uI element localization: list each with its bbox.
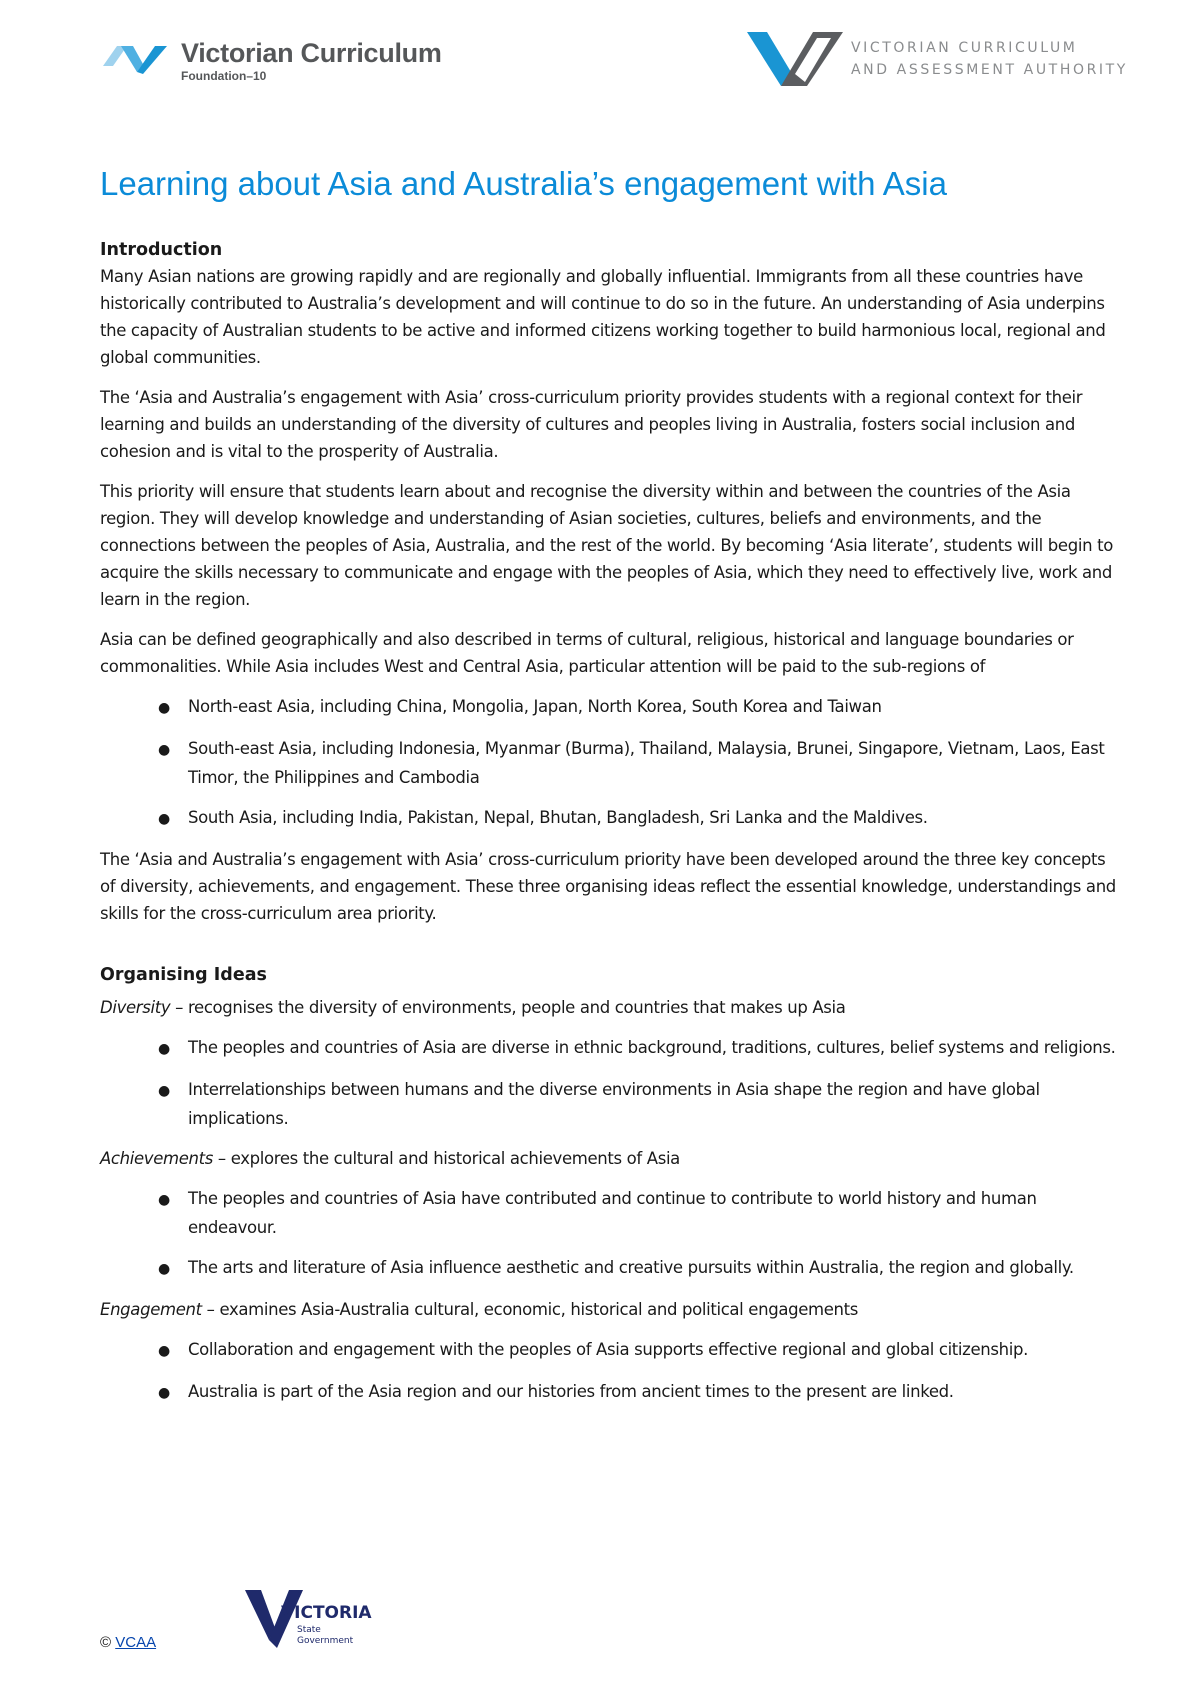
list-item xyxy=(158,804,1120,833)
vcaa-logo-line-2: AND ASSESSMENT AUTHORITY xyxy=(851,62,1128,78)
vic-logo-sub2: Government xyxy=(297,1636,354,1646)
engagement-term: Engagement xyxy=(100,1300,202,1319)
achievements-lead xyxy=(100,1145,1120,1172)
bullet-icon: ● xyxy=(158,1192,170,1208)
diversity-item-text: The peoples and countries of Asia are diverse in ethnic background, traditions, cultures, belief systems and religions. xyxy=(188,1038,1116,1057)
list-item xyxy=(158,735,1120,791)
list-item xyxy=(158,1254,1120,1283)
vcaa-link[interactable]: VCAA xyxy=(115,1634,157,1651)
engagement-item-text: Australia is part of the Asia region and our histories from ancient times to the present are linked. xyxy=(188,1382,954,1401)
list-item xyxy=(158,1034,1120,1063)
intro-paragraph: This priority will ensure that students learn about and recognise the diversity within and between the countries of the Asia region. They will develop knowledge and understanding of Asian societies, cultures, beliefs and environments, and the connections between the peoples of Asia, Australia, and the rest of the world. By becoming ‘Asia literate’, students will begin to acquire the skills necessary to communicate and engage with the peoples of Asia, which they need to effectively live, work and learn in the region. xyxy=(100,482,1113,609)
achievements-description: – explores the cultural and historical achievements of Asia xyxy=(213,1149,680,1168)
page-footer xyxy=(100,1588,500,1668)
introduction-heading: Introduction xyxy=(100,240,223,260)
list-item xyxy=(158,693,1120,722)
victorian-curriculum-logo xyxy=(103,38,442,83)
document-body xyxy=(100,165,1120,1420)
engagement-lead xyxy=(100,1296,1120,1323)
page-title: Learning about Asia and Australia’s engagement with Asia xyxy=(100,165,947,202)
subregion-text: South-east Asia, including Indonesia, Myanmar (Burma), Thailand, Malaysia, Brunei, Singapore, Vietnam, Laos, East Timor, the Philippines and Cambodia xyxy=(188,739,1105,787)
intro-paragraph: The ‘Asia and Australia’s engagement with Asia’ cross-curriculum priority provides students with a regional context for their learning and builds an understanding of the diversity of cultures and peoples living in Australia, fosters social inclusion and cohesion and is vital to the prosperity of Australia. xyxy=(100,388,1083,461)
list-item xyxy=(158,1185,1120,1241)
vic-logo-word: VICTORIA xyxy=(281,1603,372,1623)
diversity-item-text: Interrelationships between humans and the diverse environments in Asia shape the region and have global implications. xyxy=(188,1080,1040,1128)
achievements-item-text: The peoples and countries of Asia have contributed and continue to contribute to world history and human endeavour. xyxy=(188,1189,1037,1237)
vc-logo-subtitle: Foundation–10 xyxy=(181,69,267,83)
bullet-icon: ● xyxy=(158,1261,170,1277)
page-header xyxy=(0,0,1200,120)
bullet-icon: ● xyxy=(158,811,170,827)
vcaa-logo xyxy=(745,28,1128,90)
list-item xyxy=(158,1336,1120,1365)
engagement-list xyxy=(100,1336,1120,1407)
achievements-term: Achievements xyxy=(100,1149,214,1168)
bullet-icon: ● xyxy=(158,1041,170,1057)
diversity-list xyxy=(100,1034,1120,1132)
list-item xyxy=(158,1378,1120,1407)
bullet-icon: ● xyxy=(158,1385,170,1401)
subregion-text: North-east Asia, including China, Mongolia, Japan, North Korea, South Korea and Taiwan xyxy=(188,697,882,716)
copyright-symbol: © xyxy=(100,1634,112,1651)
vc-logo-title: Victorian Curriculum xyxy=(181,38,442,68)
diversity-description: – recognises the diversity of environments, people and countries that makes up Asia xyxy=(170,998,846,1017)
bullet-icon: ● xyxy=(158,742,170,758)
achievements-item-text: The arts and literature of Asia influence aesthetic and creative pursuits within Australia, the region and globally. xyxy=(188,1258,1074,1277)
copyright xyxy=(100,1634,156,1651)
vcaa-mark-icon xyxy=(745,28,845,90)
diversity-term: Diversity xyxy=(100,998,171,1017)
vcaa-logo-line-1: VICTORIAN CURRICULUM xyxy=(851,40,1078,56)
intro-closing-paragraph: The ‘Asia and Australia’s engagement with Asia’ cross-curriculum priority have been developed around the three key concepts of diversity, achievements, and engagement. These three organising ideas reflect the essential knowledge, understandings and skills for the cross-curriculum area priority. xyxy=(100,850,1116,923)
victorian-curriculum-mark-icon xyxy=(103,38,173,78)
list-item xyxy=(158,1076,1120,1132)
achievements-list xyxy=(100,1185,1120,1283)
vic-logo-sub1: State xyxy=(297,1625,321,1635)
diversity-lead xyxy=(100,994,1120,1021)
subregion-list xyxy=(100,693,1120,833)
bullet-icon: ● xyxy=(158,1343,170,1359)
intro-paragraph: Asia can be defined geographically and also described in terms of cultural, religious, historical and language boundaries or commonalities. While Asia includes West and Central Asia, particular attention will be paid to the sub-regions of xyxy=(100,630,1074,676)
bullet-icon: ● xyxy=(158,1083,170,1099)
victoria-state-government-logo xyxy=(245,1588,372,1652)
engagement-description: – examines Asia-Australia cultural, economic, historical and political engagements xyxy=(201,1300,859,1319)
engagement-item-text: Collaboration and engagement with the peoples of Asia supports effective regional and global citizenship. xyxy=(188,1340,1028,1359)
subregion-text: South Asia, including India, Pakistan, Nepal, Bhutan, Bangladesh, Sri Lanka and the Maldives. xyxy=(188,808,928,827)
organising-ideas-heading: Organising Ideas xyxy=(100,965,267,985)
bullet-icon: ● xyxy=(158,700,170,716)
intro-paragraph: Many Asian nations are growing rapidly and are regionally and globally influential. Immigrants from all these countries have historically contributed to Australia’s development and will continue to do so in the future. An understanding of Asia underpins the capacity of Australian students to be active and informed citizens working together to build harmonious local, regional and global communities. xyxy=(100,267,1106,367)
